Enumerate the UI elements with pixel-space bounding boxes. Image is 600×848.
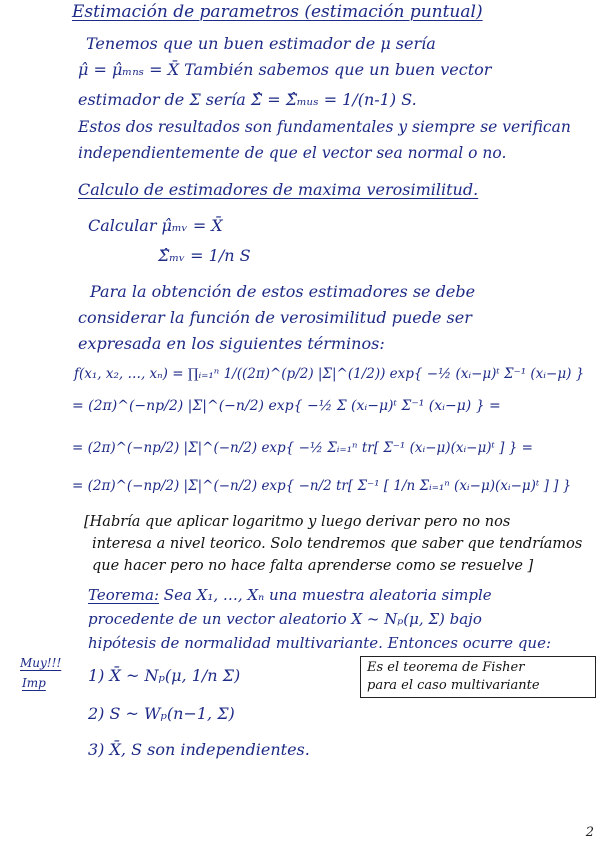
paragraph-line: independientemente de que el vector sea normal o no. xyxy=(78,144,507,162)
heading-text: Estimación de parametros (estimación puntual) xyxy=(72,2,483,22)
heading-text: Calculo de estimadores de maxima verosimilitud. xyxy=(78,180,479,199)
list-item: 3) X̄, S son independientes. xyxy=(88,740,310,759)
equation-line: = (2π)^(−np/2) |Σ|^(−n/2) exp{ −n/2 tr[ Σ⁻¹ [ 1/n Σᵢ₌₁ⁿ (xᵢ−μ)(xᵢ−μ)ᵗ ] ] } xyxy=(72,478,572,494)
note-line: que hacer pero no hace falta aprenderse como se resuelve ] xyxy=(92,558,534,574)
margin-note: Muy!!! xyxy=(20,656,62,670)
equation-line: f(x₁, x₂, …, xₙ) = ∏ᵢ₌₁ⁿ 1/((2π)^(p/2) |Σ|^(1/2)) exp{ −½ (xᵢ−μ)ᵗ Σ⁻¹ (xᵢ−μ) } xyxy=(74,366,585,382)
paragraph-line: estimador de Σ sería Σ̂ = Σ̂ₘᵤₛ = 1/(n-1) S. xyxy=(78,90,417,109)
teorema-text: Sea X₁, …, Xₙ una muestra aleatoria simple xyxy=(163,586,492,604)
paragraph-line: considerar la función de verosimilitud puede ser xyxy=(78,308,472,327)
boxed-note xyxy=(360,656,596,698)
page-heading xyxy=(72,2,483,22)
paragraph-line: Tenemos que un buen estimador de μ sería xyxy=(86,34,436,53)
equation-line: = (2π)^(−np/2) |Σ|^(−n/2) exp{ −½ Σᵢ₌₁ⁿ tr[ Σ⁻¹ (xᵢ−μ)(xᵢ−μ)ᵗ ] } = xyxy=(72,440,533,456)
list-item: 1) X̄ ~ Nₚ(μ, 1/n Σ) xyxy=(88,666,241,685)
paragraph-line: Para la obtención de estos estimadores se debe xyxy=(90,282,476,301)
teorema-line xyxy=(88,586,492,604)
teorema-line: hipótesis de normalidad multivariante. Entonces ocurre que: xyxy=(88,634,552,652)
teorema-label: Teorema: xyxy=(88,586,160,604)
teorema-line: procedente de un vector aleatorio X ~ Nₚ(μ, Σ) bajo xyxy=(88,610,482,628)
paragraph-line: expresada en los siguientes términos: xyxy=(78,334,385,353)
boxed-note-line: para el caso multivariante xyxy=(367,678,540,693)
margin-note: Imp xyxy=(22,676,46,690)
note-line: [Habría que aplicar logaritmo y luego derivar pero no nos xyxy=(84,514,511,530)
calc-line: Σ̂ₘᵥ = 1/n S xyxy=(158,246,251,265)
paragraph-line: μ̂ = μ̂ₘₙₛ = X̄ También sabemos que un buen vector xyxy=(78,60,492,79)
page-number: 2 xyxy=(585,825,594,840)
note-line: interesa a nivel teorico. Solo tendremos que saber que tendríamos xyxy=(92,536,583,552)
equation-line: = (2π)^(−np/2) |Σ|^(−n/2) exp{ −½ Σ (xᵢ−μ)ᵗ Σ⁻¹ (xᵢ−μ) } = xyxy=(72,398,501,414)
list-item: 2) S ~ Wₚ(n−1, Σ) xyxy=(88,704,235,723)
paragraph-line: Estos dos resultados son fundamentales y siempre se verifican xyxy=(78,118,571,136)
section-heading xyxy=(78,180,478,199)
calc-line: Calcular μ̂ₘᵥ = X̄ xyxy=(88,216,223,235)
boxed-note-line: Es el teorema de Fisher xyxy=(367,660,525,675)
